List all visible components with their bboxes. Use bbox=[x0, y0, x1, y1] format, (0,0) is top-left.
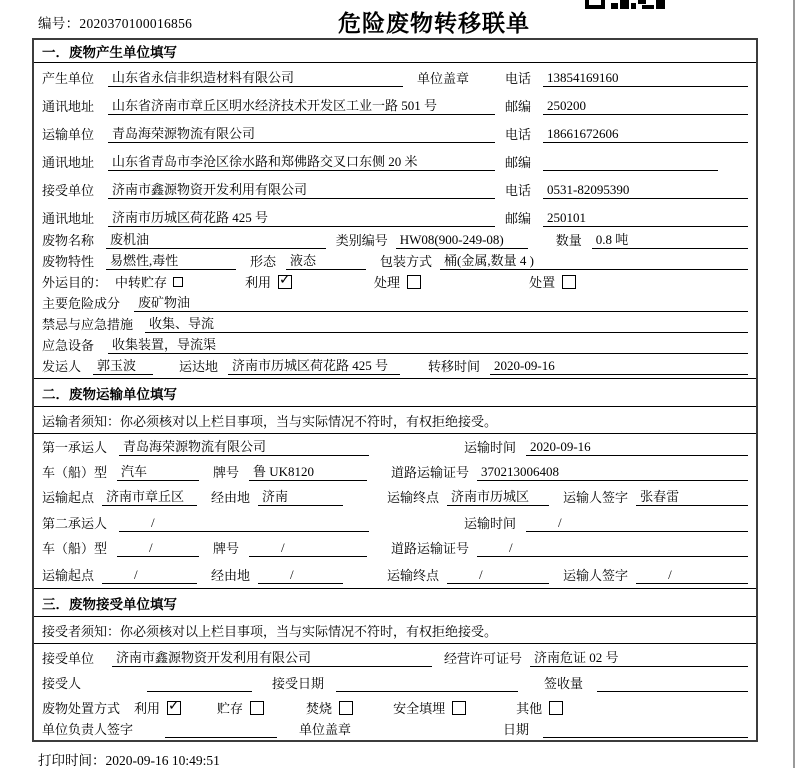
field-label: 道路运输证号 bbox=[391, 541, 470, 556]
accept-date-value bbox=[336, 677, 518, 692]
field-label: 主要危险成分 bbox=[42, 296, 121, 311]
option-dispose bbox=[529, 272, 576, 291]
field-label: 牌号 bbox=[213, 541, 240, 556]
checkbox-other bbox=[549, 701, 563, 715]
field-label: 电话 bbox=[505, 127, 532, 142]
checkbox-landfill bbox=[452, 701, 466, 715]
field-label: 转移时间 bbox=[428, 359, 481, 374]
field-label: 日期 bbox=[502, 722, 529, 737]
row-disposal-method bbox=[34, 696, 756, 721]
row-waste-name bbox=[34, 231, 756, 252]
waste-form-value: 液态 bbox=[286, 250, 366, 270]
row-waste-traits bbox=[34, 252, 756, 273]
road-permit2-value: / bbox=[477, 540, 748, 557]
producer-unit-value: 山东省永信非织造材料有限公司 bbox=[108, 67, 403, 87]
phone-value: 18661672606 bbox=[543, 126, 748, 143]
field-label: 邮编 bbox=[505, 155, 532, 170]
field-label: 道路运输证号 bbox=[391, 465, 470, 480]
checkbox-incinerate bbox=[339, 701, 353, 715]
phone-value: 13854169160 bbox=[543, 70, 748, 87]
doc-title: 危险废物转移联单 bbox=[338, 10, 530, 36]
waste-name-value: 废机油 bbox=[106, 229, 326, 249]
route1-origin-value: 济南市章丘区 bbox=[102, 486, 197, 506]
checkbox-dispose bbox=[562, 275, 576, 289]
checkbox-transit-storage bbox=[173, 277, 183, 287]
emergency-equipment-value: 收集装置，导流渠 bbox=[108, 334, 748, 354]
row-carrier1 bbox=[34, 434, 756, 460]
notice-text: 你必须核对以上栏目事项，当与实际情况不符时，有权拒绝接受。 bbox=[120, 413, 498, 429]
field-label: 发运人 bbox=[42, 359, 82, 374]
row-route2 bbox=[34, 561, 756, 588]
field-label: 第二承运人 bbox=[42, 516, 108, 531]
row-route1 bbox=[34, 485, 756, 510]
field-label: 通讯地址 bbox=[42, 99, 95, 114]
receiver-unit-value: 济南市鑫源物资开发利用有限公司 bbox=[108, 179, 495, 199]
field-label: 车（船）型 bbox=[42, 541, 108, 556]
field-label: 运输起点 bbox=[42, 568, 95, 583]
option-label: 其他 bbox=[516, 701, 543, 716]
field-label: 经由地 bbox=[211, 490, 251, 505]
row-transport-address bbox=[34, 147, 756, 175]
transport-time2-value: / bbox=[526, 515, 748, 532]
qr-code-fragment bbox=[585, 0, 665, 9]
route1-via-value: 济南 bbox=[258, 486, 343, 506]
field-label: 经由地 bbox=[211, 568, 251, 583]
checkbox-treat bbox=[407, 275, 421, 289]
print-time bbox=[38, 749, 220, 769]
transport-unit-value: 青岛海荣源物流有限公司 bbox=[108, 123, 495, 143]
field-label: 运输时间 bbox=[463, 440, 516, 455]
row-transport-unit bbox=[34, 119, 756, 147]
hazard-components-value: 废矿物油 bbox=[134, 292, 748, 312]
zip-value: 250101 bbox=[543, 210, 748, 227]
field-label: 废物处置方式 bbox=[42, 701, 121, 716]
option-label: 处置 bbox=[529, 275, 556, 290]
option-incinerate bbox=[306, 698, 353, 717]
row-accept-unit bbox=[34, 644, 756, 671]
accept-person-value bbox=[147, 677, 252, 692]
field-label: 接受单位 bbox=[42, 183, 95, 198]
transfer-date-value: 2020-09-16 bbox=[490, 358, 748, 375]
carrier1-value: 青岛海荣源物流有限公司 bbox=[119, 436, 369, 456]
section1-title: 一．废物产生单位填写 bbox=[42, 45, 177, 60]
field-label: 车（船）型 bbox=[42, 465, 108, 480]
field-label: 运输人签字 bbox=[563, 568, 629, 583]
sign-date-value bbox=[543, 723, 748, 738]
row-dispatcher bbox=[34, 357, 756, 378]
dispatcher-value: 郭玉波 bbox=[93, 355, 153, 375]
row-producer-address bbox=[34, 91, 756, 119]
signed-quantity-value bbox=[597, 677, 748, 692]
receiver-address-value: 济南市历城区荷花路 425 号 bbox=[108, 207, 495, 227]
plate2-value: / bbox=[249, 540, 367, 557]
transport-address-value: 山东省青岛市李沧区徐水路和郑佛路交叉口东侧 20 米 bbox=[108, 151, 495, 171]
row-receiver-address bbox=[34, 203, 756, 231]
notice-text: 你必须核对以上栏目事项，当与实际情况不符时，有权拒绝接受。 bbox=[120, 623, 498, 639]
license-no-value: 济南危证 02 号 bbox=[530, 647, 748, 667]
field-label: 运输起点 bbox=[42, 490, 95, 505]
option-transit-storage bbox=[115, 272, 183, 291]
field-label: 类别编号 bbox=[335, 233, 388, 248]
route2-signature-value: / bbox=[636, 567, 748, 584]
section1-header bbox=[34, 40, 756, 63]
row-receiver-unit bbox=[34, 175, 756, 203]
field-label: 电话 bbox=[505, 183, 532, 198]
field-label: 电话 bbox=[505, 71, 532, 86]
field-label: 接受人 bbox=[42, 676, 82, 691]
waste-code-value: HW08(900-249-08) bbox=[396, 232, 528, 249]
field-label: 形态 bbox=[250, 254, 277, 269]
field-label: 接受单位 bbox=[42, 651, 95, 666]
field-label: 应急设备 bbox=[42, 338, 95, 353]
route1-end-value: 济南市历城区 bbox=[447, 486, 549, 506]
field-label: 运输终点 bbox=[387, 568, 440, 583]
taboo-measures-value: 收集、导流 bbox=[145, 313, 748, 333]
print-time-value: 2020-09-16 10:49:51 bbox=[105, 753, 220, 768]
receiver-notice bbox=[34, 617, 756, 644]
notice-label: 接受者须知： bbox=[42, 623, 121, 639]
waste-quantity-value: 0.8 吨 bbox=[592, 229, 748, 249]
page-edge-line bbox=[793, 0, 795, 768]
phone-value: 0531-82095390 bbox=[543, 182, 748, 199]
option-utilize bbox=[134, 698, 181, 717]
stamp-label: 单位盖章 bbox=[299, 722, 352, 737]
field-label: 接受日期 bbox=[272, 676, 325, 691]
field-label: 单位负责人签字 bbox=[42, 722, 134, 737]
route2-via-value: / bbox=[258, 567, 343, 584]
checkbox-utilize bbox=[167, 701, 181, 715]
row-carrier2 bbox=[34, 510, 756, 536]
plate1-value: 鲁 UK8120 bbox=[249, 461, 367, 481]
row-accept-person bbox=[34, 671, 756, 696]
row-vehicle1 bbox=[34, 460, 756, 485]
option-label: 焚烧 bbox=[306, 701, 333, 716]
field-label: 邮编 bbox=[505, 211, 532, 226]
field-label: 运达地 bbox=[179, 359, 219, 374]
option-label: 贮存 bbox=[217, 701, 244, 716]
field-label: 第一承运人 bbox=[42, 440, 108, 455]
waste-traits-value: 易燃性,毒性 bbox=[106, 250, 236, 270]
field-label: 牌号 bbox=[213, 465, 240, 480]
field-label: 禁忌与应急措施 bbox=[42, 317, 134, 332]
row-producer-unit bbox=[34, 63, 756, 91]
field-label: 废物特性 bbox=[42, 254, 95, 269]
option-label: 安全填埋 bbox=[393, 701, 446, 716]
field-label: 包装方式 bbox=[380, 254, 433, 269]
option-store bbox=[217, 698, 264, 717]
option-label: 利用 bbox=[134, 701, 161, 716]
option-utilize bbox=[245, 272, 292, 291]
section3-header bbox=[34, 588, 756, 617]
option-treat bbox=[374, 272, 421, 291]
section2-header bbox=[34, 378, 756, 407]
field-label: 数量 bbox=[555, 233, 582, 248]
carrier2-value: / bbox=[119, 515, 369, 532]
option-label: 利用 bbox=[245, 275, 272, 290]
row-hazard-components bbox=[34, 294, 756, 315]
section3-title: 三．废物接受单位填写 bbox=[42, 596, 177, 612]
accept-unit-value: 济南市鑫源物资开发利用有限公司 bbox=[112, 647, 432, 667]
route2-origin-value: / bbox=[102, 567, 197, 584]
field-label: 运输人签字 bbox=[563, 490, 629, 505]
stamp-label: 单位盖章 bbox=[417, 71, 470, 86]
print-time-label: 打印时间： bbox=[38, 753, 106, 768]
transport-time1-value: 2020-09-16 bbox=[526, 439, 748, 456]
route1-signature-value: 张春雷 bbox=[636, 486, 748, 506]
producer-address-value: 山东省济南市章丘区明水经济技术开发区工业一路 501 号 bbox=[108, 95, 495, 115]
field-label: 运输时间 bbox=[463, 516, 516, 531]
field-label: 邮编 bbox=[505, 99, 532, 114]
packaging-value: 桶(金属,数量 4 ) bbox=[440, 250, 748, 270]
responsible-signature-value bbox=[165, 723, 277, 738]
row-responsible-signature bbox=[34, 721, 756, 740]
field-label: 签收量 bbox=[544, 676, 584, 691]
field-label: 运输终点 bbox=[387, 490, 440, 505]
road-permit1-value: 370213006408 bbox=[477, 464, 748, 481]
field-label: 运输单位 bbox=[42, 127, 95, 142]
checkbox-utilize bbox=[278, 275, 292, 289]
vehicle-type2-value: / bbox=[117, 540, 199, 557]
option-label: 处理 bbox=[374, 275, 401, 290]
zip-value: 250200 bbox=[543, 98, 748, 115]
row-taboo-measures bbox=[34, 315, 756, 336]
route2-end-value: / bbox=[447, 567, 549, 584]
field-label: 产生单位 bbox=[42, 71, 95, 86]
transporter-notice bbox=[34, 407, 756, 434]
row-transfer-purpose bbox=[34, 273, 756, 294]
notice-label: 运输者须知： bbox=[42, 413, 121, 429]
field-label: 外运目的： bbox=[42, 275, 108, 290]
zip-value bbox=[543, 156, 718, 171]
option-label: 中转贮存 bbox=[115, 275, 168, 290]
vehicle-type1-value: 汽车 bbox=[117, 461, 199, 481]
field-label: 通讯地址 bbox=[42, 155, 95, 170]
manifest-form bbox=[32, 38, 758, 742]
option-landfill bbox=[393, 698, 466, 717]
field-label: 废物名称 bbox=[42, 233, 95, 248]
row-vehicle2 bbox=[34, 536, 756, 561]
option-other bbox=[516, 698, 563, 717]
doc-number-label: 编号： bbox=[38, 16, 80, 31]
destination-value: 济南市历城区荷花路 425 号 bbox=[228, 355, 400, 375]
doc-number-value: 2020370100016856 bbox=[79, 16, 193, 31]
section2-title: 二．废物运输单位填写 bbox=[42, 386, 177, 402]
field-label: 经营许可证号 bbox=[444, 651, 523, 666]
field-label: 通讯地址 bbox=[42, 211, 95, 226]
row-emergency-equipment bbox=[34, 336, 756, 357]
doc-number bbox=[38, 12, 192, 32]
checkbox-store bbox=[250, 701, 264, 715]
